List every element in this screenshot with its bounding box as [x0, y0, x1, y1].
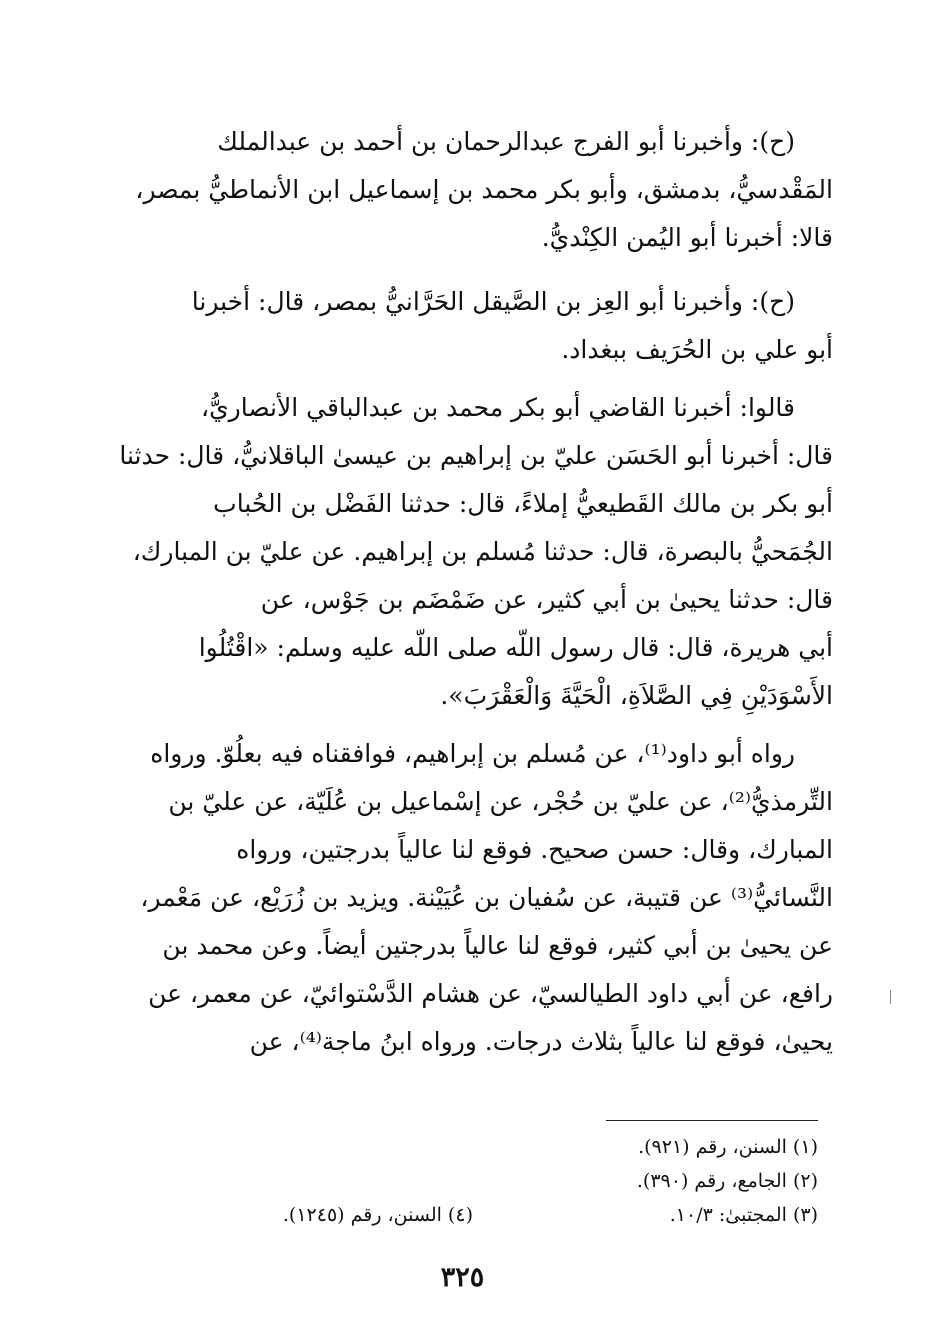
- text-line: (ح): وأخبرنا أبو الفرج عبدالرحمان بن أحمد بن عبدالملك: [217, 127, 795, 156]
- text-line: التِّرمذيُّ⁽²⁾، عن عليّ بن حُجْر، عن إسْماعيل بن عُلَيّة، عن عليّ بن: [168, 787, 833, 816]
- paragraph-hadith: [89, 384, 833, 720]
- footnote-3: (٣) المجتبىٰ: ٣/‏١٠.: [669, 1204, 818, 1226]
- margin-mark: [890, 990, 891, 1004]
- footnote-4-column: [233, 1198, 473, 1232]
- footnote-2: (٢) الجامع، رقم (٣٩٠).: [636, 1170, 818, 1192]
- text-line: أبو بكر بن مالك القَطيعيُّ إملاءً، قال: حدثنا الفَضْل بن الحُباب: [213, 489, 833, 518]
- text-line: المبارك، وقال: حسن صحيح. فوقع لنا عالياً بدرجتين، ورواه: [236, 835, 833, 864]
- paragraph-takhrij: [89, 730, 833, 1066]
- text-line: قالا: أخبرنا أبو اليُمن الكِنْديُّ.: [541, 223, 833, 252]
- footnote-1: (١) السنن، رقم (٩٢١).: [638, 1136, 818, 1158]
- text-line: رافع، عن أبي داود الطيالسيّ، عن هشام الدَّسْتوائيّ، عن معمر، عن: [148, 979, 833, 1008]
- text-line: أبو علي بن الحُرَيف ببغداد.: [561, 335, 833, 364]
- text-line: قال: حدثنا يحيىٰ بن أبي كثير، عن ضَمْضَم بن جَوْس، عن: [260, 585, 833, 614]
- text-line: رواه أبو داود⁽¹⁾، عن مُسلم بن إبراهيم، فوافقناه فيه بعلُوّ. ورواه: [150, 739, 795, 768]
- text-line: يحيىٰ، فوقع لنا عالياً بثلاث درجات. ورواه ابنُ ماجة⁽⁴⁾، عن: [249, 1027, 833, 1056]
- paragraph-isnad-2: [89, 278, 833, 374]
- footnote-divider: [606, 1120, 818, 1121]
- text-line: عن يحيىٰ بن أبي كثير، فوقع لنا عالياً بدرجتين أيضاً. وعن محمد بن: [162, 931, 833, 960]
- page-number: ٣٢٥: [440, 1262, 485, 1293]
- text-line: المَقْدسيُّ، بدمشق، وأبو بكر محمد بن إسماعيل ابن الأنماطيُّ بمصر،: [135, 175, 833, 204]
- text-line: الأَسْوَدَيْنِ فِي الصَّلاَةِ، الْحَيَّةَ وَالْعَقْرَبَ».: [440, 681, 833, 710]
- text-line: أبي هريرة، قال: قال رسول اللّه صلى اللّه عليه وسلم: «اقْتُلُوا: [198, 633, 833, 662]
- text-line: قالوا: أخبرنا القاضي أبو بكر محمد بن عبدالباقي الأنصاريُّ،: [201, 393, 795, 422]
- text-line: قال: أخبرنا أبو الحَسَن عليّ بن إبراهيم بن عيسىٰ الباقلانيُّ، قال: حدثنا: [119, 441, 833, 470]
- footnotes-list: [558, 1130, 818, 1232]
- text-line: الجُمَحيُّ بالبصرة، قال: حدثنا مُسلم بن إبراهيم. عن عليّ بن المبارك،: [132, 537, 833, 566]
- paragraph-isnad-1: [89, 118, 833, 262]
- text-line: (ح): وأخبرنا أبو العِز بن الصَّيقل الحَرَّانيُّ بمصر، قال: أخبرنا: [191, 287, 795, 316]
- footnote-4: (٤) السنن، رقم (١٢٤٥).: [282, 1204, 473, 1226]
- text-line: النَّسائيُّ⁽³⁾ عن قتيبة، عن سُفيان بن عُيَيْنة. ويزيد بن زُرَيْع، عن مَعْمر،: [140, 883, 833, 912]
